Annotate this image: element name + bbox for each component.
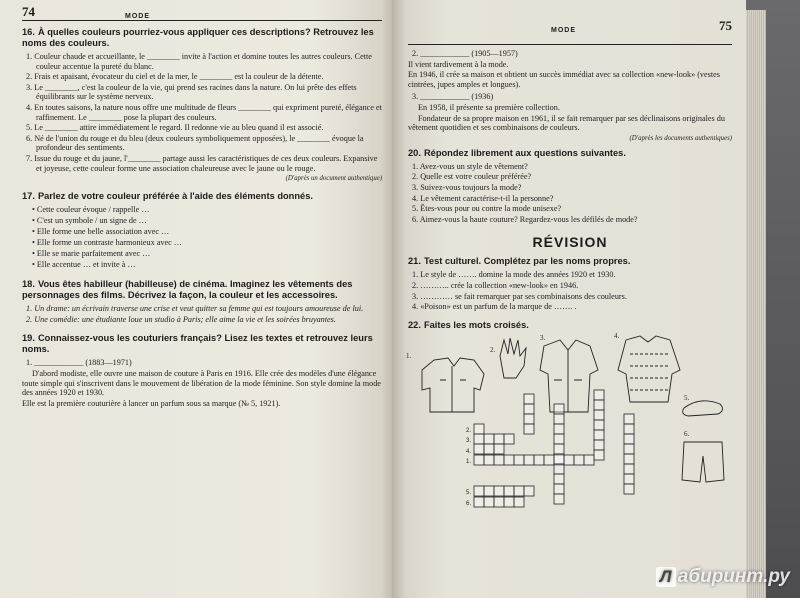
crossword-cell (624, 474, 634, 484)
list-item: 4. «Poison» est un parfum de la marque de ……. . (412, 302, 577, 312)
crossword-cell (594, 420, 604, 430)
jacket-icon (422, 358, 484, 412)
crossword-cell (504, 455, 514, 465)
list-item: 1. Couleur chaude et accueillante, le ________ invite à l'action et domine toutes les autres couleurs. Cette couleur accentue la pureté du blanc. (26, 52, 372, 71)
q19-para: D'abord modiste, elle ouvre une maison de couture à Paris en 1916. Elle crée des modèles d'une élégance toute simple qui s'inscrivent dans le mouvement de libération de la mode féminine. Son style domine la mode des années 1920 et 1930. (22, 368, 381, 398)
q21-title: 21. Test culturel. Complétez par les noms propres. (408, 256, 631, 267)
header-rule (22, 20, 382, 21)
crossword-cell (554, 494, 564, 504)
q20-title: 20. Répondez librement aux questions suivantes. (408, 147, 626, 158)
page-number-right: 75 (719, 18, 732, 33)
q19-source: (D'après les documents authentiques) (629, 134, 732, 142)
q19-para: En 1946, il crée sa maison et obtient un succès immédiat avec sa collection «new-look» (vestes cintrées, jupes amples et longues). (408, 70, 720, 89)
crossword-cell (624, 464, 634, 474)
figure-label: 2. (490, 345, 496, 354)
right-page (392, 0, 746, 598)
crossword-cell (494, 455, 504, 465)
list-item: 1. Avez-vous un style de vêtement? (412, 161, 528, 171)
grid-label: 6. (466, 500, 472, 507)
crossword-cell (504, 497, 514, 507)
list-item: 2. Une comédie: une étudiante loue un studio à Paris; elle aime la vie et les soirées bruyantes. (26, 314, 336, 324)
crossword-cell (624, 424, 634, 434)
crossword-cell (624, 484, 634, 494)
crossword-cell (484, 455, 494, 465)
list-item: 6. Aimez-vous la haute couture? Regardez-vous les défilés de mode? (412, 214, 638, 224)
list-item: • Elle accentue … et invite à … (32, 260, 136, 270)
list-item: • Elle forme un contraste harmonieux avec … (32, 238, 182, 248)
crossword-cell (484, 497, 494, 507)
q16-list (22, 52, 382, 173)
q19-item-3: 3. ____________ (1936) (412, 92, 494, 102)
list-item: • C'est un symbole / un signe de … (32, 216, 147, 226)
watermark-logo: Л (656, 567, 676, 587)
crossword-cell (524, 486, 534, 496)
crossword-cell (554, 444, 564, 454)
crossword-figure (404, 330, 728, 520)
crossword-cell (554, 454, 564, 464)
figure-label: 3. (540, 333, 546, 342)
crossword-cell (554, 474, 564, 484)
crossword-cell (484, 486, 494, 496)
crossword-cell (584, 455, 594, 465)
crossword-cell (494, 497, 504, 507)
crossword-cell (624, 454, 634, 464)
crossword-cell (514, 497, 524, 507)
q19-item-1: 1. ____________ (1883—1971) (26, 358, 132, 368)
crossword-cell (524, 424, 534, 434)
watermark-text: абиринт.ру (677, 566, 790, 587)
crossword-cell (484, 444, 494, 454)
crossword-cell (474, 455, 484, 465)
right-page-top (408, 18, 732, 34)
glove-icon (500, 338, 526, 378)
crossword-cell (594, 440, 604, 450)
crossword-cell (554, 484, 564, 494)
q18-title: 18. Vous êtes habilleur (habilleuse) de cinéma. Imaginez les vêtements des personnages des films. Décrivez la façon, la couleur et les accessoires. (22, 279, 353, 301)
grid-label: 3. (466, 437, 472, 444)
list-item: 2. ……….. crée la collection «new-look» en 1946. (412, 280, 579, 290)
q16-title: 16. À quelles couleurs pourriez-vous appliquer ces descriptions? Retrouvez les noms des couleurs. (22, 27, 374, 48)
crossword-cell (474, 444, 484, 454)
q22-title: 22. Faites les mots croisés. (408, 319, 529, 330)
grid-label: 2. (466, 427, 472, 434)
q21-list (408, 270, 732, 311)
list-item: 7. Issue du rouge et du jaune, l'________ partage aussi les caractéristiques de ces deux couleurs. Expansive et joyeuse, cette couleur forme une association chaleureuse avec le jaune ou le rouge. (26, 153, 378, 173)
crossword-cell (524, 455, 534, 465)
list-item: 3. Suivez-vous toujours la mode? (412, 182, 522, 192)
figure-label: 6. (684, 429, 690, 438)
crossword-cell (554, 414, 564, 424)
crossword-cell (594, 400, 604, 410)
crossword-cell (554, 434, 564, 444)
page-number-left: 74 (22, 4, 35, 19)
q19-para: Il vient tardivement à la mode. (408, 59, 509, 69)
crossword-cell (524, 404, 534, 414)
list-item: 2. Quelle est votre couleur préférée? (412, 172, 532, 182)
q16-source: (D'après un document authentique) (285, 175, 382, 183)
crossword-cell (554, 424, 564, 434)
q17-list (22, 205, 382, 270)
crossword-cell (624, 434, 634, 444)
list-item: • Cette couleur évoque / rappelle … (32, 205, 150, 215)
q19-para: Fondateur de sa propre maison en 1961, il se fait remarquer par ses déclinaisons originales du vêtement quotidien et ses combinaisons de couleurs. (408, 113, 725, 133)
crossword-cell (504, 486, 514, 496)
list-item: • Elle forme une belle association avec … (32, 227, 170, 237)
crossword-cell (494, 434, 504, 444)
list-item: 2. Frais et apaisant, évocateur du ciel et de la mer, le ________ est la couleur de la détente. (26, 72, 324, 82)
list-item: 5. Êtes-vous pour ou contre la mode unisexe? (412, 204, 562, 214)
figure-label: 1. (406, 351, 412, 360)
crossword-cell (624, 414, 634, 424)
crossword-cell (474, 424, 484, 434)
crossword-cell (494, 444, 504, 454)
page-edges (746, 10, 766, 598)
section-heading-revision: RÉVISION (532, 234, 608, 251)
q19-title: 19. Connaissez-vous les couturiers français? Lisez les textes et retrouvez leurs noms. (22, 333, 373, 355)
crossword-cell (514, 455, 524, 465)
running-header-left: MODE (125, 13, 150, 20)
crossword-cell (474, 497, 484, 507)
crossword-cell (494, 486, 504, 496)
crossword-cell (594, 390, 604, 400)
crossword-cell (524, 414, 534, 424)
crossword-cell (564, 455, 574, 465)
figure-label: 4. (614, 331, 620, 340)
crossword-cell (554, 404, 564, 414)
list-item: 3. Le ________, c'est la couleur de la vie, qui prend ses racines dans la nature. On lui prête des effets équilibrants sur le système nerveux. (26, 82, 357, 102)
list-item: • Elle se marie parfaitement avec … (32, 249, 151, 259)
q19-item-2: 2. ____________ (1905—1957) (412, 49, 518, 58)
left-page-top (22, 4, 382, 20)
crossword-cell (514, 486, 524, 496)
q17-title: 17. Parlez de votre couleur préférée à l'aide des éléments donnés. (22, 191, 313, 202)
crossword-cell (544, 455, 554, 465)
coat-icon (540, 340, 598, 412)
list-item: 6. Né de l'union du rouge et du bleu (deux couleurs symboliquement opposées), le ________ évoque la profondeur des sentiments. (26, 133, 364, 153)
grid-label: 5. (466, 489, 472, 496)
grid-label: 4. (466, 448, 472, 455)
list-item: 1. Un drame: un écrivain traverse une crise et veut quitter sa femme qui est toujours amoureuse de lui. (26, 304, 364, 314)
crossword-illustration (406, 331, 732, 514)
left-page (0, 0, 392, 598)
crossword-cell (474, 486, 484, 496)
crossword-cell (574, 455, 584, 465)
shorts-icon (682, 442, 724, 482)
list-item: 4. En toutes saisons, la nature nous offre une multitude de fleurs ________ qui expriment pureté, élégance et raffinement. Le ________ pose la plupart des couleurs. (26, 102, 382, 122)
grid-label: 1. (466, 458, 472, 465)
running-header-right: MODE (551, 27, 576, 34)
list-item: 1. Le style de ……. domine la mode des années 1920 et 1930. (412, 270, 616, 280)
crossword-cell (504, 434, 514, 444)
header-rule (408, 44, 732, 45)
watermark (656, 566, 790, 588)
list-item: 5. Le ________ attire immédiatement le regard. Il redonne vie au bleu quand il est associé. (26, 123, 324, 133)
list-item: 3. ………… se fait remarquer par ses combinaisons des couleurs. (412, 291, 627, 301)
sweater-icon (618, 336, 680, 402)
crossword-cell (594, 410, 604, 420)
crossword-cell (474, 434, 484, 444)
crossword-grid (474, 390, 634, 507)
cap-icon (683, 400, 723, 415)
crossword-cell (594, 450, 604, 460)
list-item: 4. Le vêtement caractérise-t-il la personne? (412, 193, 554, 203)
q19-para: Elle est la première couturière à lancer un parfum sous sa marque (№ 5, 1921). (22, 398, 281, 408)
crossword-cell (534, 455, 544, 465)
q19-para: En 1958, il présente sa première collection. (418, 102, 560, 112)
crossword-cell (594, 430, 604, 440)
figure-label: 5. (684, 393, 690, 402)
crossword-cell (624, 444, 634, 454)
q20-list (408, 162, 732, 225)
crossword-cell (484, 434, 494, 444)
crossword-cell (554, 464, 564, 474)
crossword-cell (524, 394, 534, 404)
